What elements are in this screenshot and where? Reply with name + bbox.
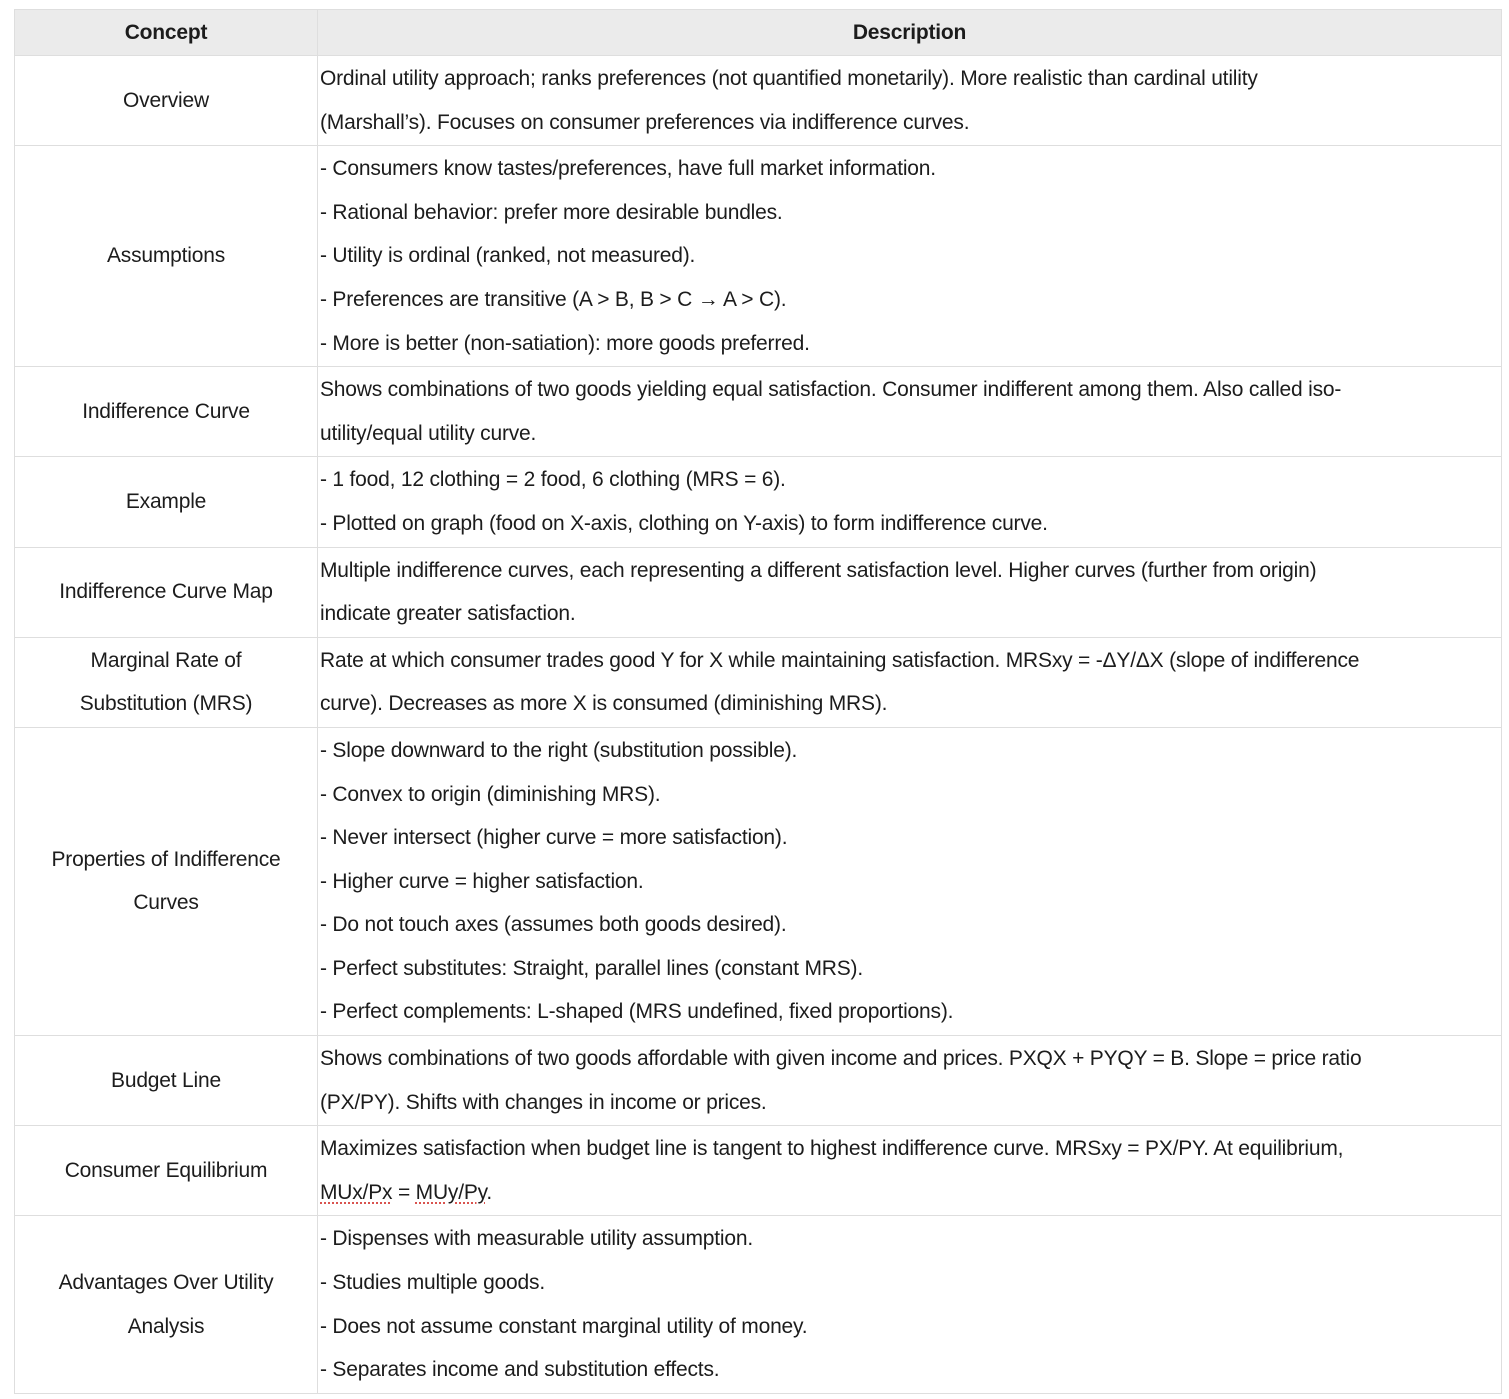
table-row: [15, 56, 1502, 146]
description-cell: [318, 727, 1502, 1035]
concept-label: Consumer Equilibrium: [64, 1159, 268, 1183]
header-description: Description: [318, 10, 1502, 56]
concept-label: Example: [125, 490, 207, 514]
header-concept: Concept: [15, 10, 318, 56]
description-line: Multiple indifference curves, each representing a different satisfaction level. Higher curves (further from origin): [320, 558, 1317, 582]
description-line: [320, 1171, 1499, 1215]
description-line: - Dispenses with measurable utility assumption.: [320, 1227, 753, 1251]
concept-cell: [15, 547, 318, 637]
equation-end: .: [486, 1180, 493, 1204]
header-row: [15, 10, 1502, 56]
table-row: [15, 146, 1502, 367]
table-row: [15, 637, 1502, 727]
description-line: (Marshall’s). Focuses on consumer preferences via indifference curves.: [320, 110, 970, 134]
table-row: [15, 457, 1502, 547]
table-row: [15, 547, 1502, 637]
description-line: - Preferences are transitive (A > B, B > C → A > C).: [320, 287, 787, 311]
table-row: [15, 1036, 1502, 1126]
description-cell: [318, 1036, 1502, 1126]
misspelled-term: MUy/Py: [415, 1180, 487, 1204]
concept-cell: [15, 457, 318, 547]
concept-label-line: Substitution (MRS): [79, 692, 253, 716]
equation-operator: =: [392, 1180, 416, 1204]
table-row: [15, 367, 1502, 457]
description-line: - Separates income and substitution effects.: [320, 1358, 720, 1382]
description-line: - Utility is ordinal (ranked, not measured).: [320, 244, 696, 268]
concept-cell: [15, 1126, 318, 1216]
description-cell: [318, 457, 1502, 547]
concept-label-line: Properties of Indifference: [51, 847, 281, 871]
table-row: [15, 1216, 1502, 1393]
concept-label-line: Marginal Rate of: [90, 648, 242, 672]
description-line: indicate greater satisfaction.: [320, 602, 576, 626]
description-line: Shows combinations of two goods yielding equal satisfaction. Consumer indifferent among them. Also called iso-: [320, 378, 1342, 402]
concept-label: Indifference Curve Map: [59, 580, 273, 604]
description-line: - Plotted on graph (food on X-axis, clothing on Y-axis) to form indifference curve.: [320, 511, 1048, 535]
concept-cell: [15, 367, 318, 457]
concept-cell: [15, 56, 318, 146]
description-line: - 1 food, 12 clothing = 2 food, 6 clothing (MRS = 6).: [320, 468, 786, 492]
description-line: Maximizes satisfaction when budget line is tangent to highest indifference curve. MRSxy = PX/PY. At equilibrium,: [320, 1137, 1344, 1161]
description-line: - Consumers know tastes/preferences, have full market information.: [320, 157, 936, 181]
concept-label: Assumptions: [106, 244, 226, 268]
concept-label: Overview: [123, 88, 209, 112]
description-cell: [318, 1216, 1502, 1393]
description-cell: [318, 56, 1502, 146]
table-body: [15, 56, 1502, 1394]
description-line: - Perfect complements: L-shaped (MRS undefined, fixed proportions).: [320, 1000, 954, 1024]
description-line: Shows combinations of two goods affordable with given income and prices. PXQX + PYQY = B. Slope = price ratio: [320, 1047, 1362, 1071]
description-cell: [318, 367, 1502, 457]
description-line: - Studies multiple goods.: [320, 1271, 545, 1295]
description-line: - Does not assume constant marginal utility of money.: [320, 1314, 808, 1338]
description-line: - Rational behavior: prefer more desirable bundles.: [320, 200, 783, 224]
concept-cell: [15, 637, 318, 727]
concept-label: Budget Line: [111, 1068, 221, 1092]
table-row: [15, 1126, 1502, 1216]
misspelled-term: MUx/Px: [320, 1180, 393, 1204]
concept-cell: [15, 1216, 318, 1393]
description-line: (PX/PY). Shifts with changes in income or prices.: [320, 1090, 767, 1114]
description-cell: [318, 146, 1502, 367]
description-line: - More is better (non-satiation): more goods preferred.: [320, 331, 810, 355]
description-line: - Slope downward to the right (substitution possible).: [320, 738, 798, 762]
description-cell: [318, 1126, 1502, 1216]
description-cell: [318, 547, 1502, 637]
description-line: - Do not touch axes (assumes both goods desired).: [320, 913, 787, 937]
concept-label-line: Advantages Over Utility: [58, 1271, 274, 1295]
table-row: [15, 727, 1502, 1035]
concept-cell: [15, 146, 318, 367]
concept-label-line: Curves: [133, 891, 199, 915]
concepts-table: [14, 9, 1502, 1394]
description-cell: [318, 637, 1502, 727]
concept-label-line: Analysis: [127, 1314, 205, 1338]
description-line: - Higher curve = higher satisfaction.: [320, 869, 644, 893]
description-line: - Perfect substitutes: Straight, parallel lines (constant MRS).: [320, 956, 863, 980]
concept-label: Indifference Curve: [82, 399, 250, 423]
description-line: utility/equal utility curve.: [320, 421, 537, 445]
description-line: - Convex to origin (diminishing MRS).: [320, 782, 661, 806]
concept-cell: [15, 1036, 318, 1126]
description-line: Ordinal utility approach; ranks preferences (not quantified monetarily). More realistic than cardinal utility: [320, 67, 1258, 90]
concept-cell: [15, 727, 318, 1035]
description-line: - Never intersect (higher curve = more satisfaction).: [320, 826, 788, 850]
description-line: curve). Decreases as more X is consumed (diminishing MRS).: [320, 692, 888, 716]
description-line: Rate at which consumer trades good Y for X while maintaining satisfaction. MRSxy = -ΔY/ΔX (slope of indifference: [320, 648, 1360, 672]
